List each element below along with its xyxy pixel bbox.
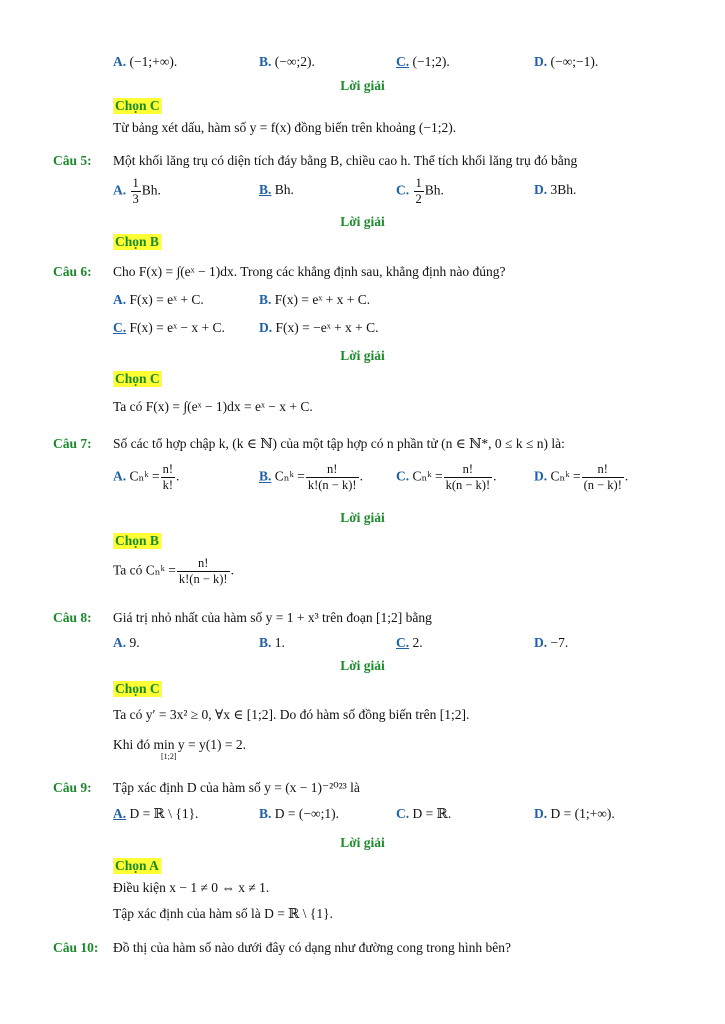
q9-choose: Chọn A	[115, 858, 159, 873]
q7-option-a-fraction: $\frac{n!}{k!}$	[162, 462, 174, 492]
q9-option-d[interactable]: D. D = (1;+∞).	[534, 806, 615, 821]
q5-option-a[interactable]: A. $\frac{1}{3}$ Bh.	[113, 176, 161, 206]
q10-label: Câu 10:	[53, 940, 99, 955]
q8-option-a[interactable]: A. 9.	[113, 635, 140, 650]
q7-option-b[interactable]: B. Cₙᵏ = $\frac{n!}{k!(n - k)!}$ .	[259, 462, 363, 492]
q6-choose: Chọn C	[115, 371, 160, 386]
q10-text: Đồ thị của hàm số nào dưới đây có dạng như đường cong trong hình bên?	[113, 940, 512, 955]
q7-option-c-fraction: $\frac{n!}{k(n - k)!}$	[445, 462, 491, 492]
q6-label: Câu 6:	[53, 264, 92, 279]
q6-option-c[interactable]: C. F(x) = eˣ − x + C.	[113, 320, 225, 335]
q7-option-d-fraction: $\frac{n!}{(n - k)!}$	[583, 462, 622, 492]
q4-explain: Từ bảng xét dấu, hàm số y = f(x) đồng biến trên khoảng (−1;2).	[113, 120, 457, 135]
q5-option-a-fraction: $\frac{1}{3}$	[132, 176, 139, 206]
q8-solution-title: Lời giải	[340, 658, 385, 673]
q5-solution-title: Lời giải	[340, 214, 385, 229]
q5-choose: Chọn B	[115, 234, 159, 249]
q6-text: Cho F(x) = ∫(eˣ − 1)dx. Trong các khẳng định sau, khẳng định nào đúng?	[113, 264, 506, 279]
q8-label: Câu 8:	[53, 610, 92, 625]
q7-solution-title: Lời giải	[340, 510, 385, 525]
q8-option-c[interactable]: C. 2.	[396, 635, 423, 650]
q4-option-b[interactable]: B. (−∞;2).	[259, 54, 315, 69]
q9-option-b[interactable]: B. D = (−∞;1).	[259, 806, 339, 821]
q6-option-a[interactable]: A. F(x) = eˣ + C.	[113, 292, 204, 307]
q8-option-d[interactable]: D. −7.	[534, 635, 569, 650]
q4-solution-title: Lời giải	[340, 78, 385, 93]
q9-label: Câu 9:	[53, 780, 92, 795]
q8-choose: Chọn C	[115, 681, 160, 696]
q7-option-a[interactable]: A. Cₙᵏ = $\frac{n!}{k!}$ .	[113, 462, 180, 492]
q7-explain-fraction: $\frac{n!}{k!(n - k)!}$	[178, 556, 228, 586]
q9-option-c[interactable]: C. D = ℝ.	[396, 806, 452, 821]
q8-explain-2: Khi đó min y = y(1) = 2.	[113, 737, 246, 752]
q7-option-d[interactable]: D. Cₙᵏ = $\frac{n!}{(n - k)!}$ .	[534, 462, 629, 492]
q7-explain: Ta có Cₙᵏ = $\frac{n!}{k!(n - k)!}$ .	[113, 556, 234, 586]
q9-option-a[interactable]: A. D = ℝ \ {1}.	[113, 806, 199, 821]
q4-option-d[interactable]: D. (−∞;−1).	[534, 54, 599, 69]
q8-explain-1: Ta có y′ = 3x² ≥ 0, ∀x ∈ [1;2]. Do đó hàm số đồng biến trên [1;2].	[113, 707, 470, 722]
q6-option-d[interactable]: D. F(x) = −eˣ + x + C.	[259, 320, 379, 335]
q6-explain: Ta có F(x) = ∫(eˣ − 1)dx = eˣ − x + C.	[113, 399, 313, 414]
q5-label: Câu 5:	[53, 153, 92, 168]
q4-option-c[interactable]: C. (−1;2).	[396, 54, 450, 69]
q5-option-c[interactable]: C. $\frac{1}{2}$ Bh.	[396, 176, 444, 206]
q6-option-b[interactable]: B. F(x) = eˣ + x + C.	[259, 292, 371, 307]
q4-choose: Chọn C	[115, 98, 160, 113]
q5-text: Một khối lăng trụ có diện tích đáy bằng B, chiều cao h. Thể tích khối lăng trụ đó bằng	[113, 153, 578, 168]
q7-choose: Chọn B	[115, 533, 159, 548]
q9-text: Tập xác định D của hàm số y = (x − 1)⁻²⁰²³ là	[113, 780, 360, 795]
q7-label: Câu 7:	[53, 436, 92, 451]
q5-option-d[interactable]: D. 3Bh.	[534, 182, 577, 197]
q8-text: Giá trị nhỏ nhất của hàm số y = 1 + x³ trên đoạn [1;2] bằng	[113, 610, 432, 625]
q5-option-b[interactable]: B. Bh.	[259, 182, 294, 197]
q7-text: Số các tổ hợp chập k, (k ∈ ℕ) của một tập hợp có n phần tử (n ∈ ℕ*, 0 ≤ k ≤ n) là:	[113, 436, 565, 451]
q9-explain-2: Tập xác định của hàm số là D = ℝ \ {1}.	[113, 906, 333, 921]
q7-option-c[interactable]: C. Cₙᵏ = $\frac{n!}{k(n - k)!}$ .	[396, 462, 497, 492]
q6-solution-title: Lời giải	[340, 348, 385, 363]
q8-option-b[interactable]: B. 1.	[259, 635, 285, 650]
q7-option-b-fraction: $\frac{n!}{k!(n - k)!}$	[307, 462, 357, 492]
q5-option-c-fraction: $\frac{1}{2}$	[415, 176, 422, 206]
q4-option-a[interactable]: A. (−1;+∞).	[113, 54, 178, 69]
q9-solution-title: Lời giải	[340, 835, 385, 850]
q8-explain-2-subscript: [1;2]	[161, 752, 177, 761]
q9-explain-1: Điều kiện x − 1 ≠ 0 ⇔ x ≠ 1.	[113, 880, 270, 895]
